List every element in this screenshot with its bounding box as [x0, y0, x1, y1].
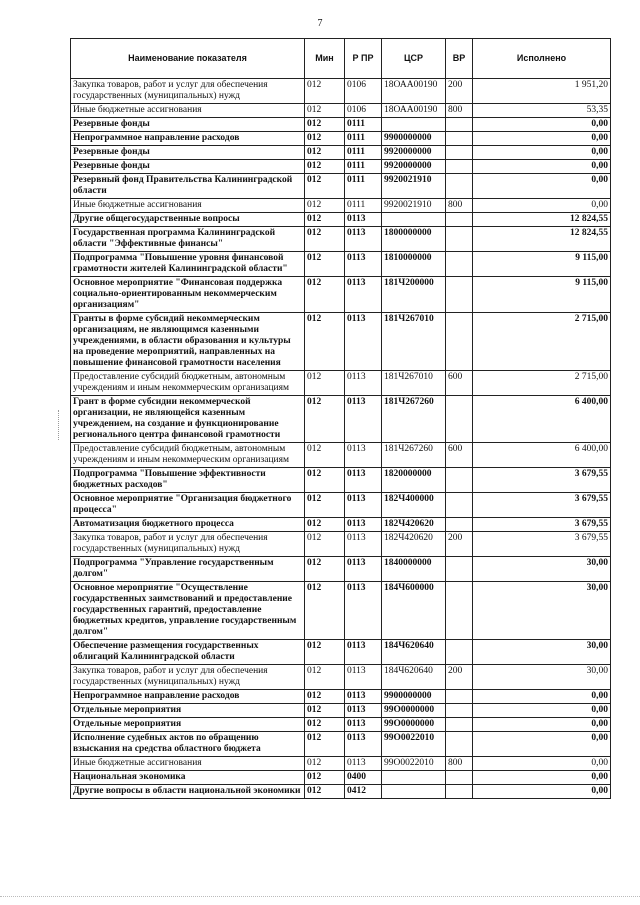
table-row	[71, 443, 611, 468]
row-section: 0113	[345, 690, 382, 704]
row-executed: 30,00	[473, 582, 611, 640]
row-expense-type: 200	[446, 532, 473, 557]
table-row	[71, 174, 611, 199]
table-row	[71, 104, 611, 118]
row-section: 0412	[345, 785, 382, 799]
row-ministry: 012	[305, 199, 345, 213]
row-section: 0113	[345, 396, 382, 443]
row-executed: 0,00	[473, 690, 611, 704]
row-section: 0113	[345, 704, 382, 718]
row-target-article: 181Ч200000	[382, 277, 446, 313]
row-section: 0113	[345, 493, 382, 518]
row-expense-type: 200	[446, 79, 473, 104]
row-executed: 0,00	[473, 118, 611, 132]
row-name: Отдельные мероприятия	[71, 718, 305, 732]
row-executed: 30,00	[473, 665, 611, 690]
row-target-article	[382, 213, 446, 227]
row-target-article: 18ОАА00190	[382, 104, 446, 118]
row-ministry: 012	[305, 582, 345, 640]
row-target-article: 182Ч400000	[382, 493, 446, 518]
row-expense-type	[446, 493, 473, 518]
budget-execution-table	[70, 38, 611, 799]
row-target-article: 9920021910	[382, 174, 446, 199]
row-expense-type	[446, 313, 473, 371]
row-section: 0111	[345, 118, 382, 132]
row-expense-type	[446, 518, 473, 532]
row-executed: 0,00	[473, 160, 611, 174]
row-name: Подпрограмма "Повышение уровня финансовой грамотности жителей Калининградской области"	[71, 252, 305, 277]
row-target-article: 9900000000	[382, 690, 446, 704]
row-executed: 1 951,20	[473, 79, 611, 104]
row-ministry: 012	[305, 532, 345, 557]
row-expense-type	[446, 396, 473, 443]
table-row	[71, 146, 611, 160]
scan-mark	[58, 410, 61, 440]
row-name: Непрограммное направление расходов	[71, 690, 305, 704]
row-executed: 0,00	[473, 718, 611, 732]
table-row	[71, 371, 611, 396]
row-executed: 6 400,00	[473, 443, 611, 468]
table-row	[71, 518, 611, 532]
row-section: 0113	[345, 468, 382, 493]
row-section: 0113	[345, 557, 382, 582]
row-section: 0111	[345, 132, 382, 146]
row-executed: 0,00	[473, 132, 611, 146]
row-ministry: 012	[305, 160, 345, 174]
row-ministry: 012	[305, 704, 345, 718]
row-executed: 12 824,55	[473, 213, 611, 227]
row-target-article: 9920021910	[382, 199, 446, 213]
row-target-article	[382, 771, 446, 785]
table-row	[71, 718, 611, 732]
row-name: Иные бюджетные ассигнования	[71, 757, 305, 771]
table-row	[71, 785, 611, 799]
table-row	[71, 493, 611, 518]
table-row	[71, 277, 611, 313]
row-target-article: 9920000000	[382, 160, 446, 174]
scan-artifact	[0, 896, 640, 898]
row-ministry: 012	[305, 468, 345, 493]
row-section: 0113	[345, 371, 382, 396]
row-target-article: 99О0022010	[382, 757, 446, 771]
row-target-article	[382, 785, 446, 799]
row-executed: 53,35	[473, 104, 611, 118]
row-expense-type	[446, 132, 473, 146]
row-executed: 0,00	[473, 785, 611, 799]
row-section: 0113	[345, 443, 382, 468]
row-target-article: 99О0000000	[382, 718, 446, 732]
row-ministry: 012	[305, 443, 345, 468]
row-ministry: 012	[305, 118, 345, 132]
row-ministry: 012	[305, 79, 345, 104]
row-ministry: 012	[305, 227, 345, 252]
row-name: Резервные фонды	[71, 146, 305, 160]
table-row	[71, 557, 611, 582]
row-name: Резервные фонды	[71, 160, 305, 174]
row-section: 0113	[345, 532, 382, 557]
row-target-article: 9920000000	[382, 146, 446, 160]
row-section: 0113	[345, 640, 382, 665]
row-ministry: 012	[305, 313, 345, 371]
row-name: Иные бюджетные ассигнования	[71, 104, 305, 118]
table-row	[71, 771, 611, 785]
table-row	[71, 252, 611, 277]
row-ministry: 012	[305, 104, 345, 118]
row-name: Основное мероприятие "Осуществление государственных заимствований и предоставление государственных гарантий, предоставление бюджетных кредитов, управление государственным долгом"	[71, 582, 305, 640]
page-number: 7	[317, 18, 323, 29]
row-section: 0106	[345, 104, 382, 118]
row-section: 0113	[345, 313, 382, 371]
row-executed: 3 679,55	[473, 518, 611, 532]
row-expense-type	[446, 785, 473, 799]
row-executed: 0,00	[473, 732, 611, 757]
row-ministry: 012	[305, 371, 345, 396]
row-expense-type: 800	[446, 199, 473, 213]
row-name: Автоматизация бюджетного процесса	[71, 518, 305, 532]
table-row	[71, 690, 611, 704]
row-target-article: 182Ч420620	[382, 532, 446, 557]
table-row	[71, 582, 611, 640]
header-ministry: Мин	[305, 39, 345, 79]
row-target-article: 184Ч620640	[382, 665, 446, 690]
row-expense-type	[446, 690, 473, 704]
row-section: 0400	[345, 771, 382, 785]
row-ministry: 012	[305, 665, 345, 690]
row-expense-type	[446, 640, 473, 665]
row-target-article: 99О0022010	[382, 732, 446, 757]
row-name: Отдельные мероприятия	[71, 704, 305, 718]
row-expense-type: 800	[446, 104, 473, 118]
row-executed: 2 715,00	[473, 313, 611, 371]
row-expense-type	[446, 227, 473, 252]
row-executed: 0,00	[473, 199, 611, 213]
row-expense-type	[446, 557, 473, 582]
row-name: Государственная программа Калининградской области "Эффективные финансы"	[71, 227, 305, 252]
row-executed: 0,00	[473, 704, 611, 718]
row-ministry: 012	[305, 732, 345, 757]
row-ministry: 012	[305, 132, 345, 146]
row-executed: 3 679,55	[473, 493, 611, 518]
row-ministry: 012	[305, 277, 345, 313]
table-row	[71, 665, 611, 690]
row-expense-type	[446, 118, 473, 132]
row-name: Обеспечение размещения государственных облигаций Калининградской области	[71, 640, 305, 665]
row-executed: 3 679,55	[473, 468, 611, 493]
row-name: Закупка товаров, работ и услуг для обеспечения государственных (муниципальных) нужд	[71, 79, 305, 104]
row-name: Подпрограмма "Повышение эффективности бюджетных расходов"	[71, 468, 305, 493]
row-name: Резервные фонды	[71, 118, 305, 132]
row-name: Закупка товаров, работ и услуг для обеспечения государственных (муниципальных) нужд	[71, 665, 305, 690]
row-executed: 0,00	[473, 146, 611, 160]
row-expense-type	[446, 582, 473, 640]
table-row	[71, 79, 611, 104]
row-expense-type: 600	[446, 443, 473, 468]
row-section: 0111	[345, 174, 382, 199]
row-name: Подпрограмма "Управление государственным долгом"	[71, 557, 305, 582]
table-row	[71, 532, 611, 557]
row-target-article: 1810000000	[382, 252, 446, 277]
row-section: 0111	[345, 146, 382, 160]
row-name: Непрограммное направление расходов	[71, 132, 305, 146]
table-row	[71, 704, 611, 718]
row-name: Резервный фонд Правительства Калининградской области	[71, 174, 305, 199]
row-expense-type	[446, 160, 473, 174]
row-ministry: 012	[305, 174, 345, 199]
row-section: 0113	[345, 277, 382, 313]
row-ministry: 012	[305, 785, 345, 799]
row-expense-type	[446, 277, 473, 313]
row-executed: 0,00	[473, 771, 611, 785]
row-executed: 6 400,00	[473, 396, 611, 443]
row-name: Предоставление субсидий бюджетным, автономным учреждениям и иным некоммерческим организациям	[71, 443, 305, 468]
row-name: Другие общегосударственные вопросы	[71, 213, 305, 227]
row-section: 0113	[345, 757, 382, 771]
table-row	[71, 468, 611, 493]
row-section: 0111	[345, 199, 382, 213]
row-name: Другие вопросы в области национальной экономики	[71, 785, 305, 799]
row-section: 0113	[345, 582, 382, 640]
row-executed: 30,00	[473, 640, 611, 665]
row-expense-type	[446, 771, 473, 785]
row-expense-type: 200	[446, 665, 473, 690]
header-expense-type: ВР	[446, 39, 473, 79]
table-row	[71, 396, 611, 443]
table-row	[71, 213, 611, 227]
row-section: 0113	[345, 665, 382, 690]
row-executed: 0,00	[473, 757, 611, 771]
row-executed: 2 715,00	[473, 371, 611, 396]
row-ministry: 012	[305, 252, 345, 277]
row-ministry: 012	[305, 146, 345, 160]
row-expense-type: 600	[446, 371, 473, 396]
table-row	[71, 757, 611, 771]
table-header-row	[71, 39, 611, 79]
row-target-article: 181Ч267260	[382, 396, 446, 443]
table-row	[71, 160, 611, 174]
row-section: 0106	[345, 79, 382, 104]
row-target-article: 1840000000	[382, 557, 446, 582]
row-target-article: 18ОАА00190	[382, 79, 446, 104]
row-ministry: 012	[305, 718, 345, 732]
row-executed: 3 679,55	[473, 532, 611, 557]
row-name: Закупка товаров, работ и услуг для обеспечения государственных (муниципальных) нужд	[71, 532, 305, 557]
row-target-article: 1800000000	[382, 227, 446, 252]
header-indicator-name: Наименование показателя	[71, 39, 305, 79]
row-executed: 9 115,00	[473, 252, 611, 277]
row-ministry: 012	[305, 396, 345, 443]
row-target-article: 9900000000	[382, 132, 446, 146]
row-target-article: 184Ч600000	[382, 582, 446, 640]
row-ministry: 012	[305, 213, 345, 227]
row-executed: 0,00	[473, 174, 611, 199]
row-ministry: 012	[305, 771, 345, 785]
row-target-article	[382, 118, 446, 132]
row-section: 0113	[345, 252, 382, 277]
row-expense-type	[446, 252, 473, 277]
row-target-article: 181Ч267010	[382, 371, 446, 396]
row-target-article: 99О0000000	[382, 704, 446, 718]
table-row	[71, 118, 611, 132]
row-section: 0113	[345, 718, 382, 732]
header-executed: Исполнено	[473, 39, 611, 79]
header-target-article: ЦСР	[382, 39, 446, 79]
row-target-article: 1820000000	[382, 468, 446, 493]
row-ministry: 012	[305, 757, 345, 771]
row-target-article: 182Ч420620	[382, 518, 446, 532]
row-ministry: 012	[305, 518, 345, 532]
table-row	[71, 132, 611, 146]
row-expense-type	[446, 704, 473, 718]
table-row	[71, 732, 611, 757]
table-row	[71, 640, 611, 665]
row-expense-type	[446, 174, 473, 199]
row-section: 0113	[345, 213, 382, 227]
row-name: Грант в форме субсидии некоммерческой организации, не являющейся казенным учреждением, на создание и функционирование регионального центра финансовой грамотности	[71, 396, 305, 443]
table-row	[71, 227, 611, 252]
table-row	[71, 313, 611, 371]
row-name: Основное мероприятие "Финансовая поддержка социально-ориентированным некоммерческим организациям"	[71, 277, 305, 313]
row-expense-type	[446, 718, 473, 732]
row-name: Предоставление субсидий бюджетным, автономным учреждениям и иным некоммерческим организациям	[71, 371, 305, 396]
row-name: Иные бюджетные ассигнования	[71, 199, 305, 213]
header-section: Р ПР	[345, 39, 382, 79]
row-executed: 30,00	[473, 557, 611, 582]
row-name: Основное мероприятие "Организация бюджетного процесса"	[71, 493, 305, 518]
row-expense-type	[446, 732, 473, 757]
row-section: 0113	[345, 732, 382, 757]
row-expense-type	[446, 146, 473, 160]
row-target-article: 181Ч267260	[382, 443, 446, 468]
row-expense-type	[446, 213, 473, 227]
row-target-article: 184Ч620640	[382, 640, 446, 665]
row-section: 0113	[345, 518, 382, 532]
row-section: 0111	[345, 160, 382, 174]
row-name: Гранты в форме субсидий некоммерческим организациям, не являющимся казенными учреждениями, в области образования и культуры на проведение мероприятий, направленных на повышение финансовой грамотности населения	[71, 313, 305, 371]
row-ministry: 012	[305, 640, 345, 665]
row-name: Исполнение судебных актов по обращению взыскания на средства областного бюджета	[71, 732, 305, 757]
row-name: Национальная экономика	[71, 771, 305, 785]
row-executed: 9 115,00	[473, 277, 611, 313]
table-row	[71, 199, 611, 213]
row-expense-type	[446, 468, 473, 493]
row-expense-type: 800	[446, 757, 473, 771]
row-section: 0113	[345, 227, 382, 252]
row-executed: 12 824,55	[473, 227, 611, 252]
row-ministry: 012	[305, 690, 345, 704]
row-ministry: 012	[305, 557, 345, 582]
row-target-article: 181Ч267010	[382, 313, 446, 371]
row-ministry: 012	[305, 493, 345, 518]
